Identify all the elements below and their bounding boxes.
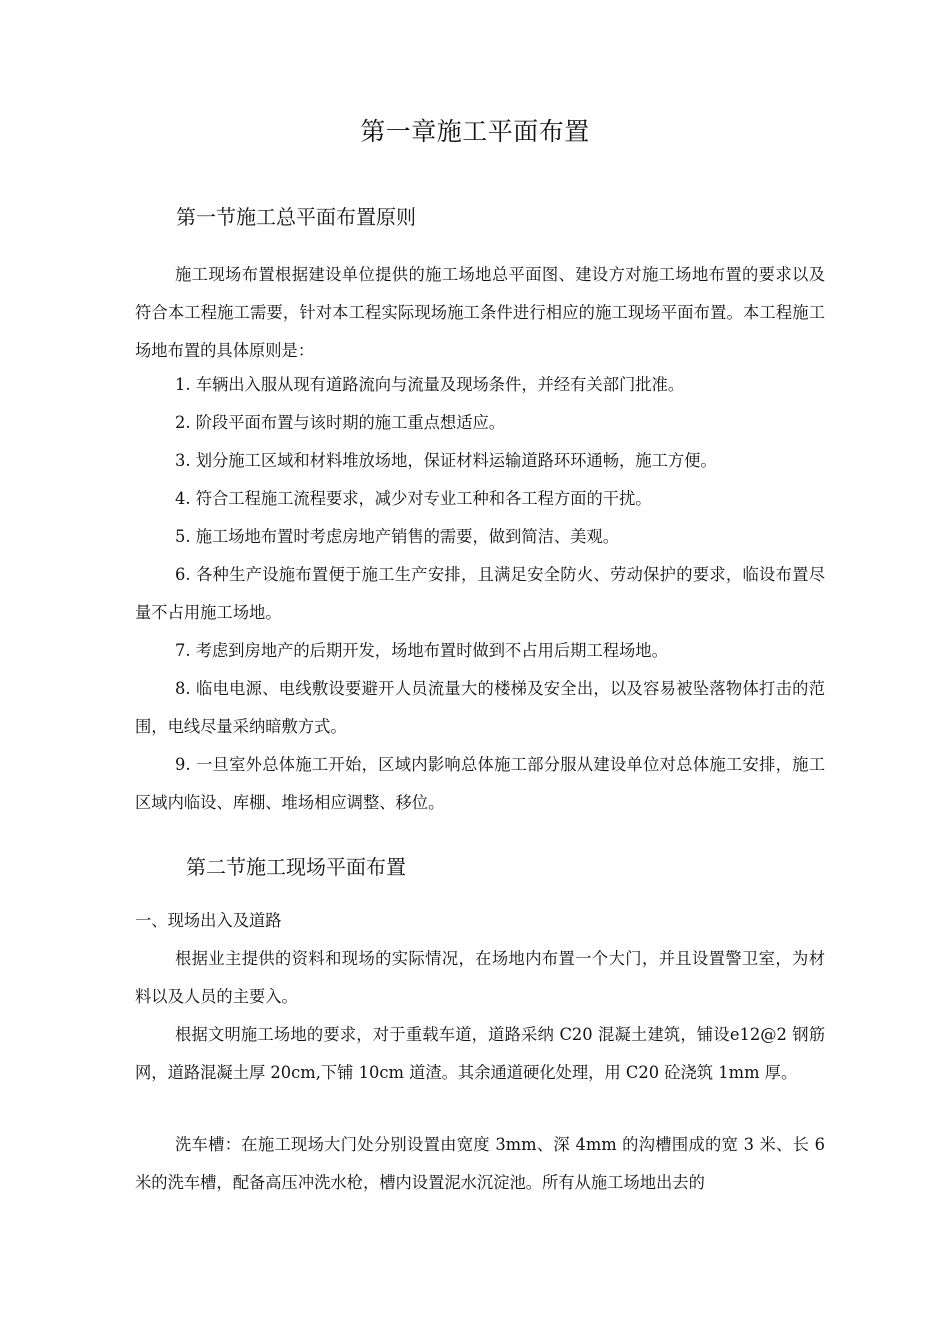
section-1-title: 第一节施工总平面布置原则 bbox=[176, 205, 416, 229]
principle-item-7: 7. 考虑到房地产的后期开发，场地布置时做到不占用后期工程场地。 bbox=[175, 641, 668, 660]
subheading-entrance-roads: 一、现场出入及道路 bbox=[135, 911, 282, 930]
paragraph-wash-trough: 洗车槽：在施工现场大门处分别设置由宽度 3mm、深 4mm 的沟槽围成的宽 3 米、长 6 米的洗车槽，配备高压冲洗水枪，槽内设置泥水沉淀池。所有从施工场地出去的 bbox=[135, 1135, 825, 1192]
paragraph-road-construction: 根据文明施工场地的要求，对于重载车道，道路采纳 C20 混凝土建筑，铺设e12@2 钢筋网，道路混凝土厚 20cm,下铺 10cm 道渣。其余通道硬化处理，用 C20 砼浇筑 1mm 厚。 bbox=[135, 1025, 825, 1082]
principle-item-1: 1. 车辆出入服从现有道路流向与流量及现场条件，并经有关部门批准。 bbox=[175, 375, 685, 394]
section-2-title: 第二节施工现场平面布置 bbox=[186, 855, 406, 879]
principle-item-2: 2. 阶段平面布置与该时期的施工重点想适应。 bbox=[175, 413, 506, 432]
principle-item-8: 8. 临电电源、电线敷设要避开人员流量大的楼梯及安全出，以及容易被坠落物体打击的范围，电线尽量采纳暗敷方式。 bbox=[135, 679, 825, 736]
principle-item-3: 3. 划分施工区域和材料堆放场地，保证材料运输道路环环通畅，施工方便。 bbox=[175, 451, 717, 470]
principle-item-9: 9. 一旦室外总体施工开始，区域内影响总体施工部分服从建设单位对总体施工安排，施工区域内临设、库棚、堆场相应调整、移位。 bbox=[135, 755, 825, 812]
principle-item-5: 5. 施工场地布置时考虑房地产销售的需要，做到简洁、美观。 bbox=[175, 527, 620, 546]
section-1-intro: 施工现场布置根据建设单位提供的施工场地总平面图、建设方对施工场地布置的要求以及符合本工程施工需要，针对本工程实际现场施工条件进行相应的施工现场平面布置。本工程施工场地布置的具体原则是： bbox=[135, 265, 825, 360]
principle-item-4: 4. 符合工程施工流程要求，减少对专业工种和各工程方面的干扰。 bbox=[175, 489, 652, 508]
chapter-title: 第一章施工平面布置 bbox=[360, 117, 590, 146]
paragraph-gate: 根据业主提供的资料和现场的实际情况，在场地内布置一个大门，并且设置警卫室，为材料以及人员的主要入。 bbox=[135, 949, 825, 1006]
principle-item-6: 6. 各种生产设施布置便于施工生产安排，且满足安全防火、劳动保护的要求，临设布置尽量不占用施工场地。 bbox=[135, 565, 825, 622]
